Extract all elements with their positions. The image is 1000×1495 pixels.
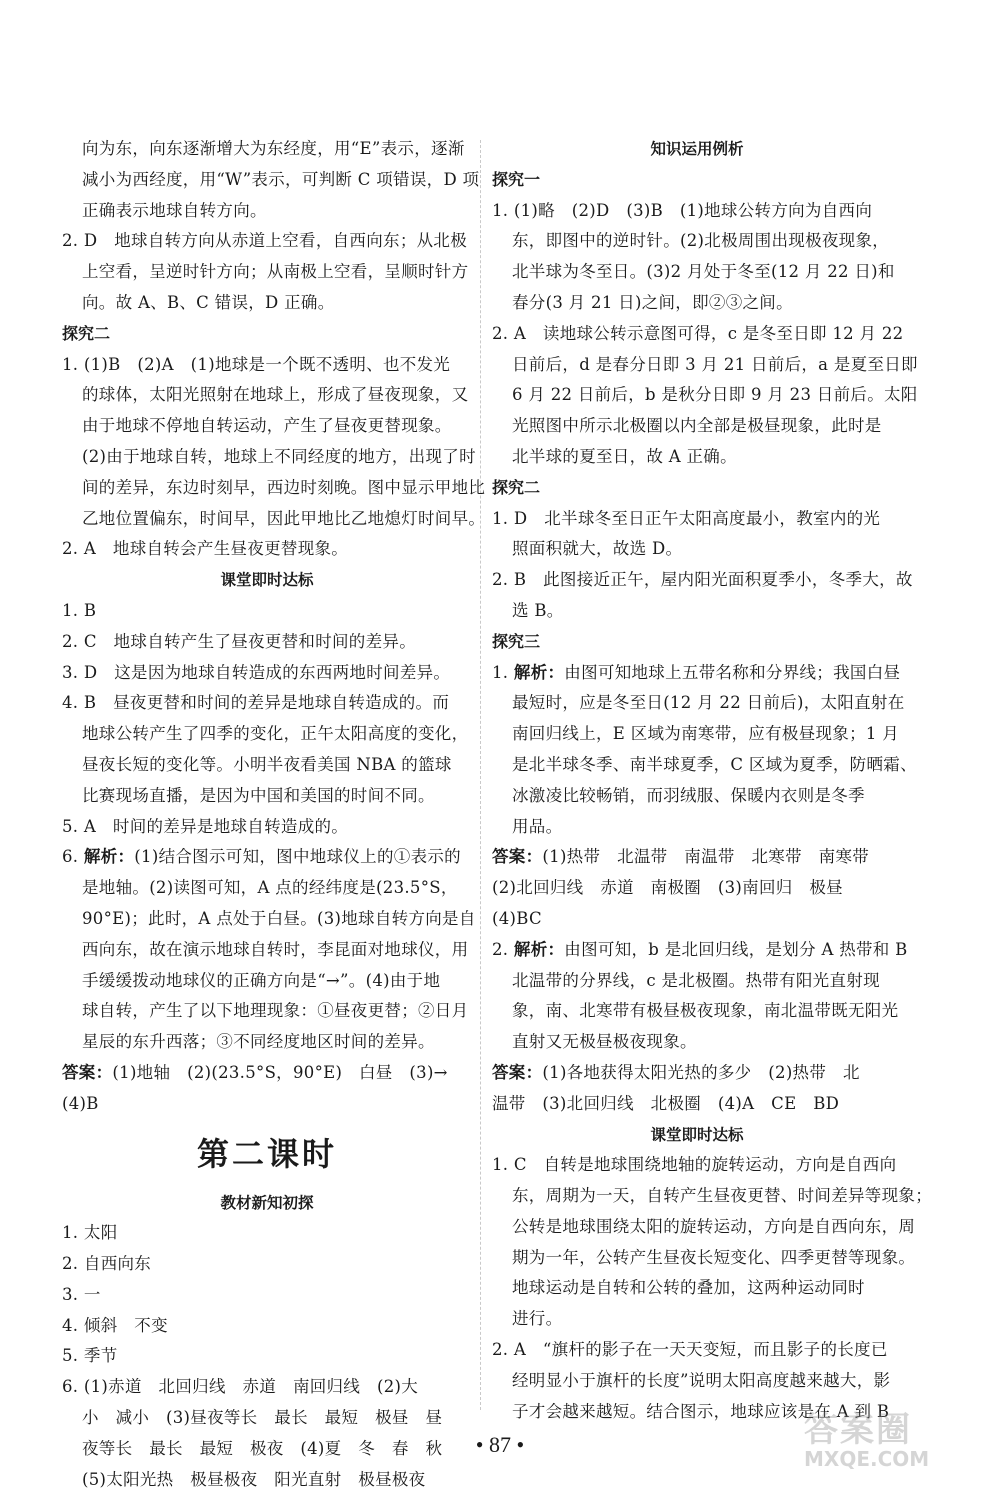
text-line: 小 减小 (3)昼夜等长 最长 最短 极昼 昼 bbox=[82, 1408, 443, 1428]
text-line: 东，周期为一天，自转产生昼夜更替、时间差异等现象； bbox=[512, 1186, 932, 1206]
text-line: 是地轴。(2)读图可知，A 点的经纬度是(23.5°S， bbox=[82, 878, 458, 898]
text-line: 4. B 昼夜更替和时间的差异是地球自转造成的。而 bbox=[62, 693, 450, 713]
text-line: 用品。 bbox=[512, 816, 563, 836]
text-line: 地球公转产生了四季的变化，正午太阳高度的变化， bbox=[82, 724, 469, 744]
text-line: 由于地球不停地自转运动，产生了昼夜更替现象。 bbox=[82, 416, 452, 436]
text-line: 3. 一 bbox=[62, 1284, 101, 1304]
text-line: 4. 倾斜 不变 bbox=[62, 1315, 168, 1335]
right-block-1 bbox=[492, 196, 918, 473]
text-line: 最短时，应是冬至日(12 月 22 日前后)，太阳直射在 bbox=[512, 693, 905, 713]
text-line: 向。故 A、B、C 错误，D 正确。 bbox=[82, 292, 335, 312]
heading-tanjiu-2: 探究二 bbox=[62, 323, 111, 343]
text-line: 正确表示地球自转方向。 bbox=[82, 200, 267, 220]
text-line: 2. A 读地球公转示意图可得，c 是冬至日即 12 月 22 bbox=[492, 323, 904, 343]
text-line: 照面积就大，故选 D。 bbox=[512, 539, 683, 559]
text-line: 星辰的东升西落；③不同经度地区时间的差异。 bbox=[82, 1032, 435, 1052]
left-column bbox=[62, 134, 486, 1495]
text-line: 1. (1)B (2)A (1)地球是一个既不透明、也不发光 bbox=[62, 354, 451, 374]
heading-jiaocai: 教材新知初探 bbox=[220, 1193, 314, 1212]
text-line: 冰激凌比较畅销，而羽绒服、保暖内衣则是冬季 bbox=[512, 785, 865, 805]
text-line: 2. A 地球自转会产生昼夜更替现象。 bbox=[62, 539, 349, 559]
text-line: 答案：(1)热带 北温带 南温带 北寒带 南寒带 bbox=[492, 847, 870, 867]
text-line: 北温带的分界线，c 是北极圈。热带有阳光直射现 bbox=[512, 970, 880, 990]
text-line: 手缓缓拨动地球仪的正确方向是“→”。(4)由于地 bbox=[82, 970, 441, 990]
text-line: 2. B 此图接近正午，屋内阳光面积夏季小，冬季大，故 bbox=[492, 570, 913, 590]
text-line: (2)由于地球自转，地球上不同经度的地方，出现了时 bbox=[82, 446, 476, 466]
text-line: 温带 (3)北回归线 北极圈 (4)A CE BD bbox=[492, 1093, 840, 1113]
text-line: 2. D 地球自转方向从赤道上空看，自西向东；从北极 bbox=[62, 231, 468, 251]
text-line: 公转是地球围绕太阳的旋转运动，方向是自西向东，周 bbox=[512, 1216, 916, 1236]
text-line: 经明显小于旗杆的长度”说明太阳高度越来越大，影 bbox=[512, 1370, 891, 1390]
left-block-2 bbox=[62, 226, 472, 318]
text-line: 向为东，向东逐渐增大为东经度，用“E”表示，逐渐 bbox=[82, 139, 465, 158]
text-line: 东，即图中的逆时针。(2)北极周围出现极夜现象， bbox=[512, 231, 890, 251]
text-line: 2. 自西向东 bbox=[62, 1254, 152, 1274]
text-line: (5)太阳光热 极昼极夜 阳光直射 极昼极夜 bbox=[82, 1469, 426, 1489]
text-line: 2. A “旗杆的影子在一天天变短，而且影子的长度已 bbox=[492, 1340, 888, 1360]
lesson-title: 第二课时 bbox=[196, 1134, 337, 1173]
text-line: 5. 季节 bbox=[62, 1346, 118, 1366]
heading-tanjiu-1: 探究一 bbox=[492, 169, 541, 189]
text-line: 90°E)；此时，A 点处于白昼。(3)地球自转方向是自 bbox=[82, 908, 476, 928]
watermark-logo bbox=[804, 1402, 974, 1480]
text-line: (2)北回归线 赤道 南极圈 (3)南回归 极昼 bbox=[492, 878, 843, 898]
text-line: 2. 解析：由图可知，b 是北回归线，是划分 A 热带和 B bbox=[492, 939, 908, 959]
text-line: 6. 解析：(1)结合图示可知，图中地球仪上的①表示的 bbox=[62, 847, 461, 867]
text-line: 期为一年，公转产生昼夜长短变化、四季更替等现象。 bbox=[512, 1247, 916, 1267]
text-line: 3. D 这是因为地球自转造成的东西两地时间差异。 bbox=[62, 662, 451, 682]
heading-ketang-right: 课堂即时达标 bbox=[650, 1125, 744, 1144]
heading-ketang-left: 课堂即时达标 bbox=[220, 571, 314, 590]
text-line: 6 月 22 日前后，b 是秋分日即 9 月 23 日前后。太阳 bbox=[512, 385, 918, 405]
text-line: 子才会越来越短。结合图示，地球应该是在 A 到 B bbox=[512, 1401, 890, 1421]
text-line: 北半球的夏至日，故 A 正确。 bbox=[512, 446, 737, 466]
left-block-1 bbox=[62, 134, 480, 226]
text-line: 日前后，d 是春分日即 3 月 21 日前后，a 是夏至日即 bbox=[512, 354, 918, 374]
text-line: 答案：(1)各地获得太阳光热的多少 (2)热带 北 bbox=[492, 1062, 860, 1082]
text-line: 春分(3 月 21 日)之间，即②③之间。 bbox=[512, 292, 793, 312]
text-line: 减小为西经度，用“W”表示，可判断 C 项错误，D 项 bbox=[82, 169, 480, 189]
left-block-4 bbox=[62, 596, 476, 1120]
text-line: 答案：(1)地轴 (2)(23.5°S，90°E) 白昼 (3)→ bbox=[62, 1062, 448, 1082]
text-line: 象，南、北寒带有极昼极夜现象，南北温带既无阳光 bbox=[512, 1001, 899, 1021]
text-line: (4)B bbox=[62, 1093, 99, 1113]
right-block-2 bbox=[492, 504, 913, 627]
text-line: 间的差异，东边时刻早，西边时刻晚。图中显示甲地比 bbox=[82, 477, 486, 497]
text-line: 昼夜长短的变化等。小明半夜看美国 NBA 的篮球 bbox=[82, 754, 452, 774]
heading-zhishi: 知识运用例析 bbox=[650, 140, 744, 158]
text-line: 乙地位置偏东，时间早，因此甲地比乙地熄灯时间早。 bbox=[82, 508, 486, 528]
left-block-3 bbox=[62, 350, 486, 566]
text-line: 上空看，呈逆时针方向；从南极上空看，呈顺时针方 bbox=[82, 262, 469, 282]
text-line: 西向东，故在演示地球自转时，李昆面对地球仪，用 bbox=[82, 939, 469, 959]
text-line: (4)BC bbox=[492, 908, 542, 928]
text-line: 1. 太阳 bbox=[62, 1223, 118, 1243]
text-line: 1. 解析：由图可知地球上五带名称和分界线；我国白昼 bbox=[492, 662, 901, 682]
text-line: 1. C 自转是地球围绕地轴的旋转运动，方向是自西向 bbox=[492, 1155, 897, 1175]
heading-tanjiu-2-right: 探究二 bbox=[492, 477, 541, 497]
text-line: 球自转，产生了以下地理现象：①昼夜更替；②日月 bbox=[82, 1001, 469, 1021]
text-line: 6. (1)赤道 北回归线 赤道 南回归线 (2)大 bbox=[62, 1377, 419, 1397]
text-line: 1. (1)略 (2)D (3)B (1)地球公转方向为自西向 bbox=[492, 200, 873, 220]
text-line: 进行。 bbox=[512, 1309, 563, 1329]
right-block-4 bbox=[492, 1150, 932, 1427]
right-column bbox=[492, 134, 932, 1427]
text-line: 地球运动是自转和公转的叠加，这两种运动同时 bbox=[512, 1278, 865, 1298]
text-line: 5. A 时间的差异是地球自转造成的。 bbox=[62, 816, 349, 836]
right-block-3 bbox=[492, 658, 917, 1120]
text-line: 1. B bbox=[62, 600, 97, 620]
text-line: 是北半球冬季、南半球夏季，C 区域为夏季，防晒霜、 bbox=[512, 754, 917, 774]
column-divider bbox=[480, 140, 481, 1410]
text-line: 南回归线上，E 区域为南寒带，应有极昼现象；1 月 bbox=[512, 724, 900, 744]
text-line: 2. C 地球自转产生了昼夜更替和时间的差异。 bbox=[62, 631, 417, 651]
watermark-seal: 答案圈 bbox=[804, 1410, 912, 1450]
text-line: 比赛现场直播，是因为中国和美国的时间不同。 bbox=[82, 785, 435, 805]
text-line: 夜等长 最长 最短 极夜 (4)夏 冬 春 秋 bbox=[82, 1438, 443, 1458]
text-line: 的球体，太阳光照射在地球上，形成了昼夜现象，又 bbox=[82, 385, 469, 405]
text-line: 北半球为冬至日。(3)2 月处于冬至(12 月 22 日)和 bbox=[512, 262, 895, 282]
watermark-url: MXQE.COM bbox=[804, 1447, 930, 1471]
text-line: 1. D 北半球冬至日正午太阳高度最小，教室内的光 bbox=[492, 508, 881, 528]
heading-tanjiu-3: 探究三 bbox=[492, 631, 541, 651]
page-number: • 87 • bbox=[475, 1432, 525, 1457]
text-line: 选 B。 bbox=[512, 600, 564, 620]
text-line: 直射又无极昼极夜现象。 bbox=[512, 1032, 697, 1052]
text-line: 光照图中所示北极圈以内全部是极昼现象，此时是 bbox=[512, 416, 882, 436]
